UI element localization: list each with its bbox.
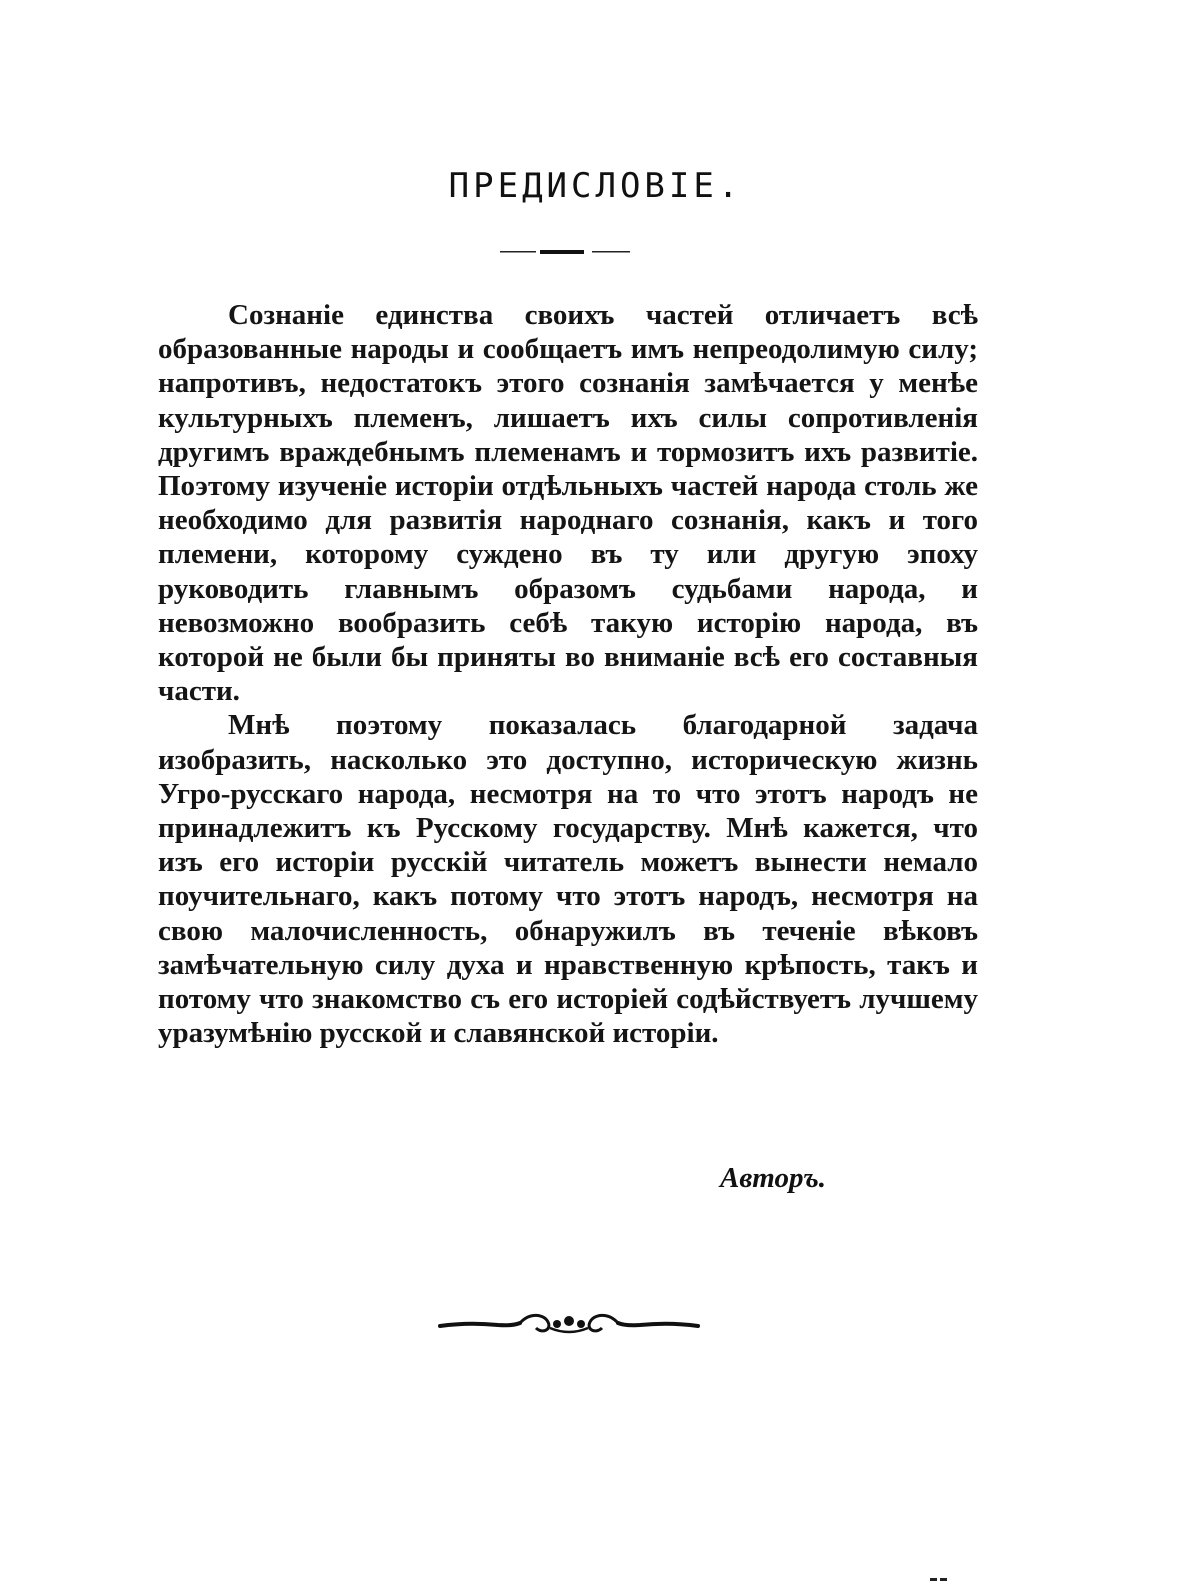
page-edge-mark bbox=[930, 1578, 948, 1582]
title-divider bbox=[500, 250, 630, 254]
author-signature: Авторъ. bbox=[720, 1162, 827, 1194]
paragraph-2: Мнѣ поэтому показалась благодарной задача изобразить, насколько это доступно, историческую жизнь Угро-русскаго народа, несмотря на то что этотъ народъ не принадлежитъ къ Русскому государству. Мнѣ кажется, что изъ его исторіи русскій читатель можетъ вынести немало поучительнаго, какъ потому что этотъ народъ, несмотря на свою малочисленность, обнаружилъ въ теченіе вѣковъ замѣчательную силу духа и нравственную крѣпость, такъ и потому что знакомство съ его исторіей содѣйствуетъ лучшему уразумѣнію русской и славянской исторіи. bbox=[158, 709, 978, 1050]
page-title: ПРЕДИСЛОВІЕ. bbox=[448, 166, 743, 206]
decorative-ornament-icon bbox=[438, 1310, 700, 1340]
preface-body bbox=[158, 298, 978, 1050]
paragraph-1: Сознаніе единства своихъ частей отличаетъ всѣ образованные народы и сообщаетъ имъ непреодолимую силу; напротивъ, недостатокъ этого сознанія замѣчается у менѣе культурныхъ племенъ, лишаетъ ихъ силы сопротивленія другимъ враждебнымъ племенамъ и тормозитъ ихъ развитіе. Поэтому изученіе исторіи отдѣльныхъ частей народа столь же необходимо для развитія народнаго сознанія, какъ и того племени, которому суждено въ ту или другую эпоху руководить главнымъ образомъ судьбами народа, и невозможно вообразить себѣ такую исторію народа, въ которой не были бы приняты во вниманіе всѣ его составныя части. bbox=[158, 299, 978, 708]
